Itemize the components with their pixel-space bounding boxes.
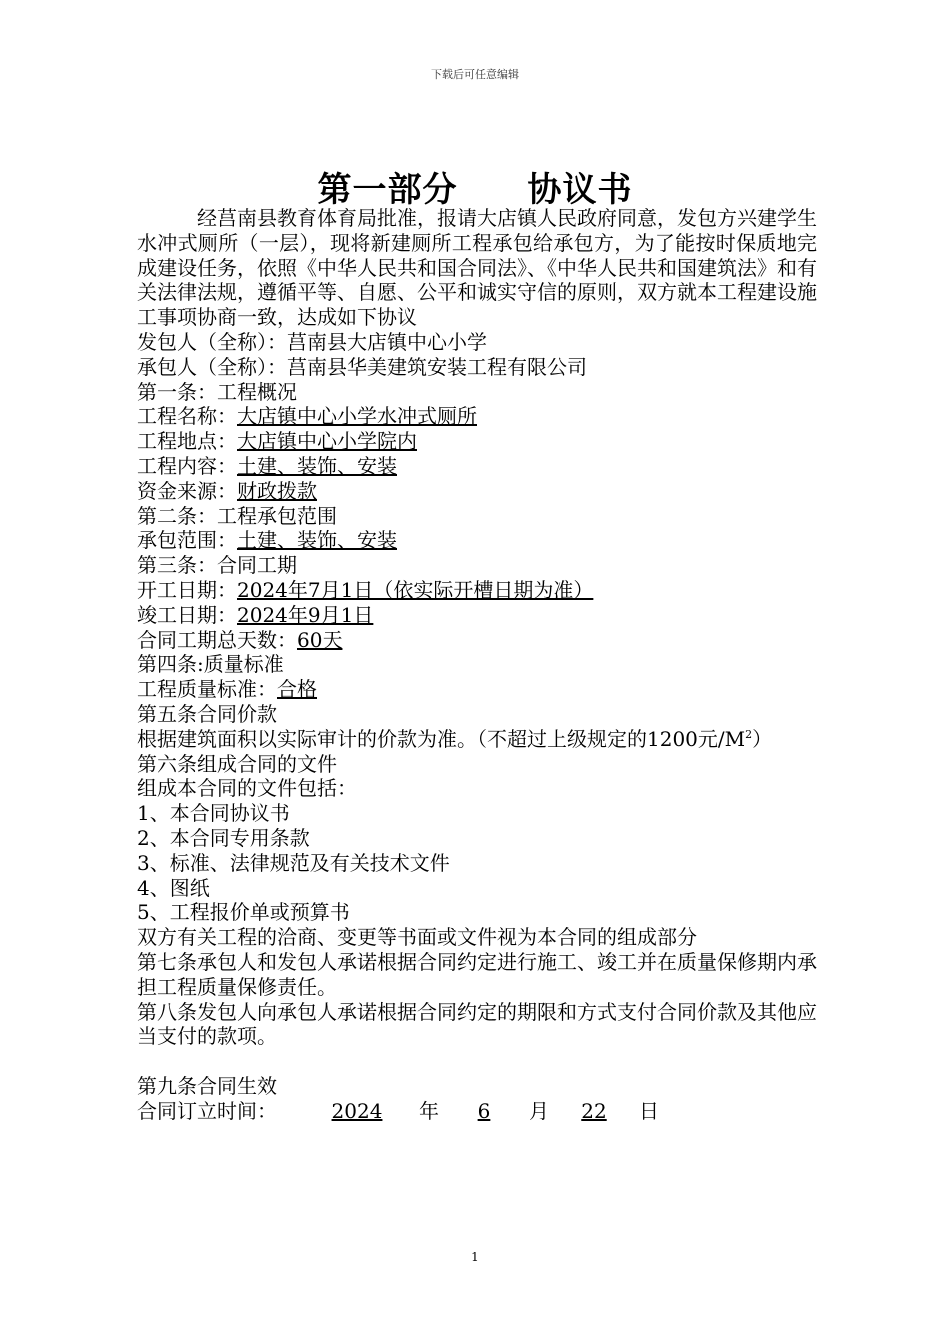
month-unit: 月 [529,1098,549,1123]
signing-month: 6 [477,1098,491,1123]
employer-label: 发包人（全称）： [137,329,287,354]
contractor-label: 承包人（全称）： [137,354,287,379]
year-unit: 年 [419,1098,439,1123]
scope-label: 承包范围： [137,528,237,553]
document-title: 第一部分 协议书 [317,170,633,210]
project-location-value: 大店镇中心小学院内 [237,429,417,454]
end-date-value: 2024年9月1日 [237,602,374,627]
project-location-line [137,429,817,454]
project-location-label: 工程地点： [137,429,237,454]
spacer [137,1049,817,1074]
funding-line [137,479,817,504]
project-content-label: 工程内容： [137,453,237,478]
total-days-label: 合同工期总天数： [137,627,297,652]
article-7-text: 第七条承包人和发包人承诺根据合同约定进行施工、竣工并在质量保修期内承担工程质量保修责任。 [137,949,817,999]
document-item: 3、标准、法律规范及有关技术文件 [137,850,450,875]
price-text-close: ） [752,726,773,751]
project-name-label: 工程名称： [137,404,237,429]
documents-intro: 组成本合同的文件包括： [137,776,357,801]
employer-line [137,330,817,355]
signing-day: 22 [581,1098,607,1123]
project-name-line [137,404,817,429]
start-date-value: 2024年7月1日（依实际开槽日期为准） [237,577,594,602]
document-item: 1、本合同协议书 [137,801,290,826]
end-date-label: 竣工日期： [137,602,237,627]
start-date-line [137,578,817,603]
article-6-heading: 第六条组成合同的文件 [137,751,337,776]
day-unit: 日 [639,1098,659,1123]
signing-date-line [137,1099,817,1124]
article-8-text: 第八条发包人向承包人承诺根据合同约定的期限和方式支付合同价款及其他应当支付的款项。 [137,999,817,1049]
page-header: 下载后可任意编辑 [431,68,519,81]
end-date-line [137,603,817,628]
project-name-value: 大店镇中心小学水冲式厕所 [237,404,477,429]
scope-value: 土建、装饰、安装 [237,528,397,553]
article-4-heading: 第四条:质量标准 [137,652,284,677]
article-3-heading: 第三条：合同工期 [137,553,297,578]
contractor-value: 莒南县华美建筑安装工程有限公司 [287,354,587,379]
article-2-heading: 第二条：工程承包范围 [137,503,337,528]
article-5-heading: 第五条合同价款 [137,701,277,726]
documents-note: 双方有关工程的洽商、变更等书面或文件视为本合同的组成部分 [137,925,697,950]
price-text [137,727,817,752]
signing-year: 2024 [331,1098,383,1123]
total-days-value: 60天 [297,627,343,652]
employer-value: 莒南县大店镇中心小学 [287,329,487,354]
funding-value: 财政拨款 [237,478,317,503]
document-item: 2、本合同专用条款 [137,825,310,850]
price-superscript: 2 [745,727,753,741]
document-item: 4、图纸 [137,875,210,900]
article-9-heading: 第九条合同生效 [137,1073,277,1098]
document-item: 5、工程报价单或预算书 [137,900,350,925]
total-days-line [137,628,817,653]
article-1-heading: 第一条：工程概况 [137,379,297,404]
funding-label: 资金来源： [137,478,237,503]
intro-paragraph: 经莒南县教育体育局批准，报请大店镇人民政府同意，发包方兴建学生水冲式厕所（一层），现将新建厕所工程承包给承包方，为了能按时保质地完成建设任务，依照《中华人民共和国合同法》、《中华人民共和国建筑法》和有关法律法规，遵循平等、自愿、公平和诚实守信的原则，双方就本工程建设施工事项协商一致，达成如下协议 [137,206,817,330]
quality-label: 工程质量标准： [137,677,277,702]
quality-line [137,677,817,702]
contractor-line [137,355,817,380]
start-date-label: 开工日期： [137,577,237,602]
signing-date-label: 合同订立时间： [137,1098,277,1123]
project-content-line [137,454,817,479]
agreement-body [137,206,817,1123]
page-number: 1 [471,1250,479,1264]
scope-line [137,528,817,553]
price-text-main: 根据建筑面积以实际审计的价款为准。（不超过上级规定的1200元/M [137,726,746,751]
quality-value: 合格 [277,677,317,702]
project-content-value: 土建、装饰、安装 [237,453,397,478]
